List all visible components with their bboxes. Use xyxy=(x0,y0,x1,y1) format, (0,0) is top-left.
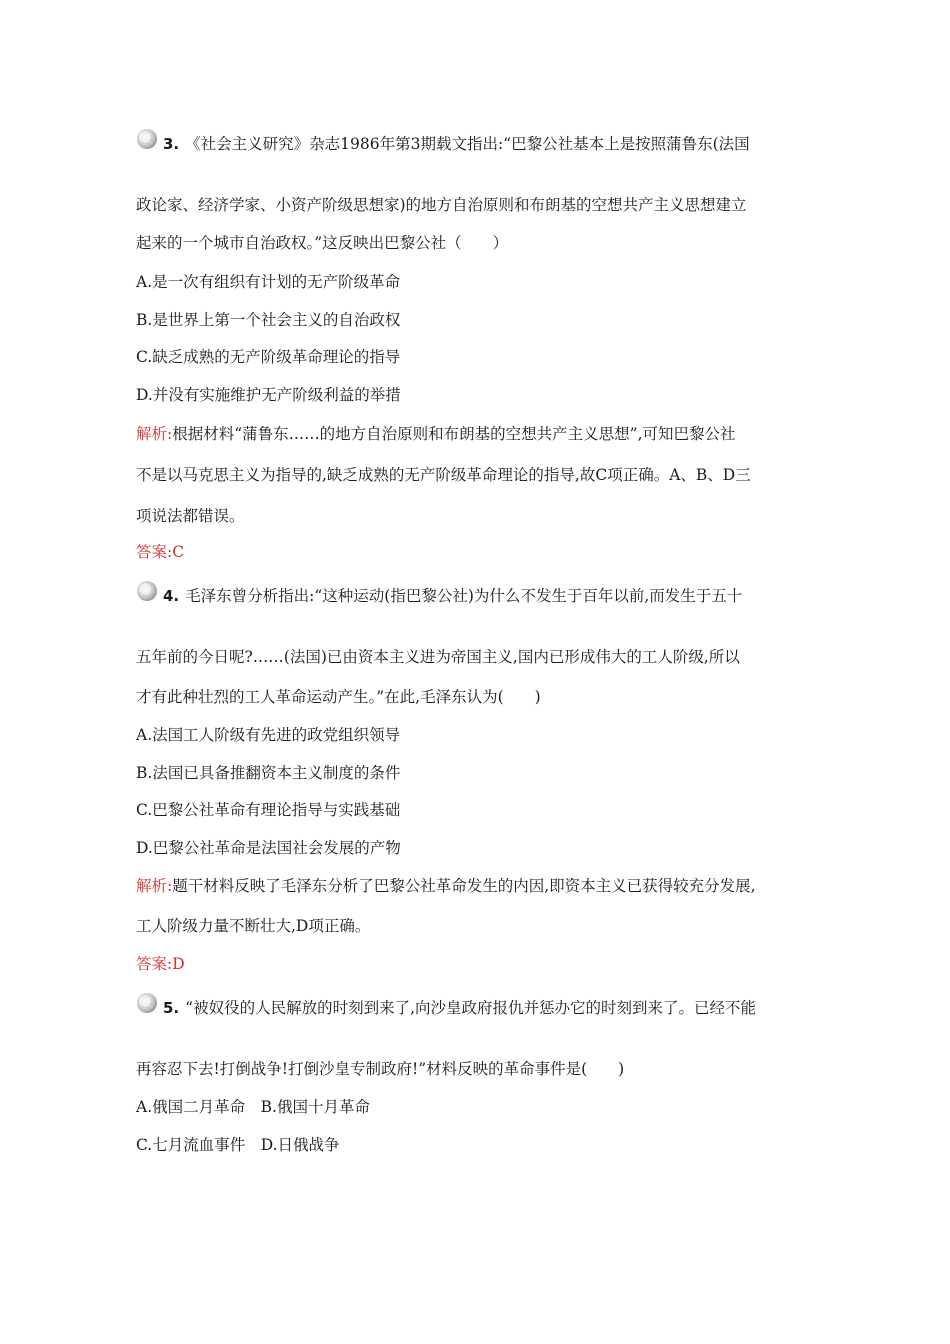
analysis-label: 解析: xyxy=(136,877,173,895)
question-3-option-d: D.并没有实施维护无产阶级利益的举措 xyxy=(136,386,401,404)
question-5-stem-line-1: 5. “被奴役的人民解放的时刻到来了,向沙皇政府报仇并惩办它的时刻到来了。已经不能 xyxy=(163,999,756,1017)
question-3-option-c: C.缺乏成熟的无产阶级革命理论的指导 xyxy=(136,348,401,366)
question-3-option-a: A.是一次有组织有计划的无产阶级革命 xyxy=(136,273,401,291)
question-4-analysis-line-1: 解析:题干材料反映了毛泽东分析了巴黎公社革命发生的内因,即资本主义已获得较充分发展, xyxy=(136,877,756,895)
question-4-stem-line-1: 4. 毛泽东曾分析指出:“这种运动(指巴黎公社)为什么不发生于百年以前,而发生于五十 xyxy=(163,587,743,605)
question-5-stem-line-2: 再容忍下去!打倒战争!打倒沙皇专制政府!”材料反映的革命事件是( ) xyxy=(136,1060,625,1078)
question-5-options-line-2: C.七月流血事件 D.日俄战争 xyxy=(136,1136,340,1154)
question-4-stem-line-3: 才有此种壮烈的工人革命运动产生。”在此,毛泽东认为( ) xyxy=(136,688,541,706)
question-4-option-c: C.巴黎公社革命有理论指导与实践基础 xyxy=(136,801,401,819)
question-4-option-b: B.法国已具备推翻资本主义制度的条件 xyxy=(136,764,401,782)
question-number: 3. xyxy=(163,135,180,153)
question-bullet-icon xyxy=(136,128,158,150)
question-3-analysis-line-1: 解析:根据材料“蒲鲁东……的地方自治原则和布朗基的空想共产主义思想”,可知巴黎公社 xyxy=(136,425,736,443)
question-3-analysis-line-2: 不是以马克思主义为指导的,缺乏成熟的无产阶级革命理论的指导,故C项正确。A、B、D三 xyxy=(136,466,751,484)
question-4-answer: 答案:D xyxy=(136,955,185,973)
question-3-stem-line-2: 政论家、经济学家、小资产阶级思想家)的地方自治原则和布朗基的空想共产主义思想建立 xyxy=(136,196,747,214)
question-number: 5. xyxy=(163,999,180,1017)
question-3-answer: 答案:C xyxy=(136,543,185,561)
question-3-stem-line-3: 起来的一个城市自治政权。”这反映出巴黎公社（ ） xyxy=(136,234,509,252)
question-5-options-line-1: A.俄国二月革命 B.俄国十月革命 xyxy=(136,1098,370,1116)
question-3-stem-line-1: 3. 《社会主义研究》杂志1986年第3期载文指出:“巴黎公社基本上是按照蒲鲁东(法国 xyxy=(163,135,750,153)
question-3-analysis-line-3: 项说法都错误。 xyxy=(136,507,245,525)
question-bullet-icon xyxy=(136,580,158,602)
question-4-analysis-line-2: 工人阶级力量不断壮大,D项正确。 xyxy=(136,917,371,935)
question-bullet-icon xyxy=(136,992,158,1014)
question-4-option-d: D.巴黎公社革命是法国社会发展的产物 xyxy=(136,839,401,857)
question-3-option-b: B.是世界上第一个社会主义的自治政权 xyxy=(136,311,401,329)
question-4-option-a: A.法国工人阶级有先进的政党组织领导 xyxy=(136,726,401,744)
analysis-label: 解析: xyxy=(136,425,173,443)
question-number: 4. xyxy=(163,587,180,605)
question-4-stem-line-2: 五年前的今日呢?……(法国)已由资本主义进为帝国主义,国内已形成伟大的工人阶级,所以 xyxy=(136,648,740,666)
